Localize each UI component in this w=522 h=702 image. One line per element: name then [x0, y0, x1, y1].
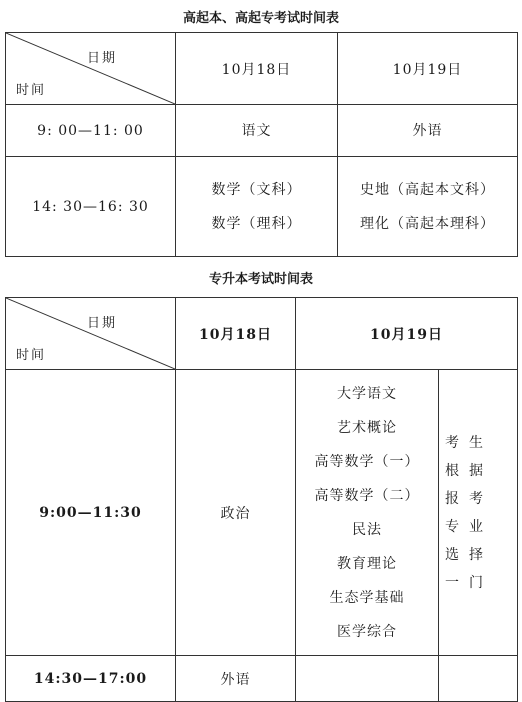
time-cell: 9:00—11:30: [6, 370, 176, 656]
subject-cell: [338, 105, 518, 157]
subject: 高等数学（一）: [314, 453, 420, 470]
date-label: 日期: [86, 316, 117, 331]
subject: 教育理论: [337, 555, 397, 572]
header-day2: 10月19日: [296, 298, 518, 370]
table1-title: 高起本、高起专考试时间表: [182, 11, 339, 26]
subject-cell: 政治: [176, 370, 296, 656]
subject: 高等数学（二）: [314, 487, 420, 504]
date-label: 日期: [86, 51, 117, 66]
subject-cell: 外语: [176, 656, 296, 702]
subject: 艺术概论: [337, 419, 397, 436]
note-cell: [439, 656, 518, 702]
header-day1: 10月18日: [176, 298, 296, 370]
time-cell: 9: 00—11: 00: [6, 105, 176, 157]
subject-cell: [176, 105, 338, 157]
subject: 外语: [412, 122, 443, 139]
subject: 大学语文: [337, 385, 397, 402]
subject: 数学（文科）: [211, 181, 302, 198]
subject-list-cell: [296, 656, 439, 702]
note-cell: 考生根据报考专业选择一门: [439, 370, 518, 656]
subject: 民法: [352, 521, 382, 538]
header-day2: 10月19日: [338, 33, 518, 105]
subject: 理化（高起本理科）: [360, 215, 495, 232]
header-corner-cell: [6, 298, 176, 370]
header-corner-cell: [6, 33, 176, 105]
subject-cell: [176, 157, 338, 257]
header-day1: 10月18日: [176, 33, 338, 105]
subject: 数学（理科）: [211, 215, 302, 232]
subject-list-cell: [296, 370, 439, 656]
subject: 语文: [241, 122, 272, 139]
table2-title: 专升本考试时间表: [208, 272, 313, 287]
time-cell: 14:30—17:00: [6, 656, 176, 702]
exam-schedule-table-1: [5, 32, 518, 257]
subject: 史地（高起本文科）: [360, 181, 495, 198]
subject: 生态学基础: [329, 589, 405, 606]
subject: 医学综合: [337, 623, 397, 640]
exam-schedule-table-2: [5, 297, 518, 702]
subject-cell: [338, 157, 518, 257]
time-label: 时间: [16, 83, 47, 98]
time-cell: 14: 30—16: 30: [6, 157, 176, 257]
time-label: 时间: [16, 348, 47, 363]
